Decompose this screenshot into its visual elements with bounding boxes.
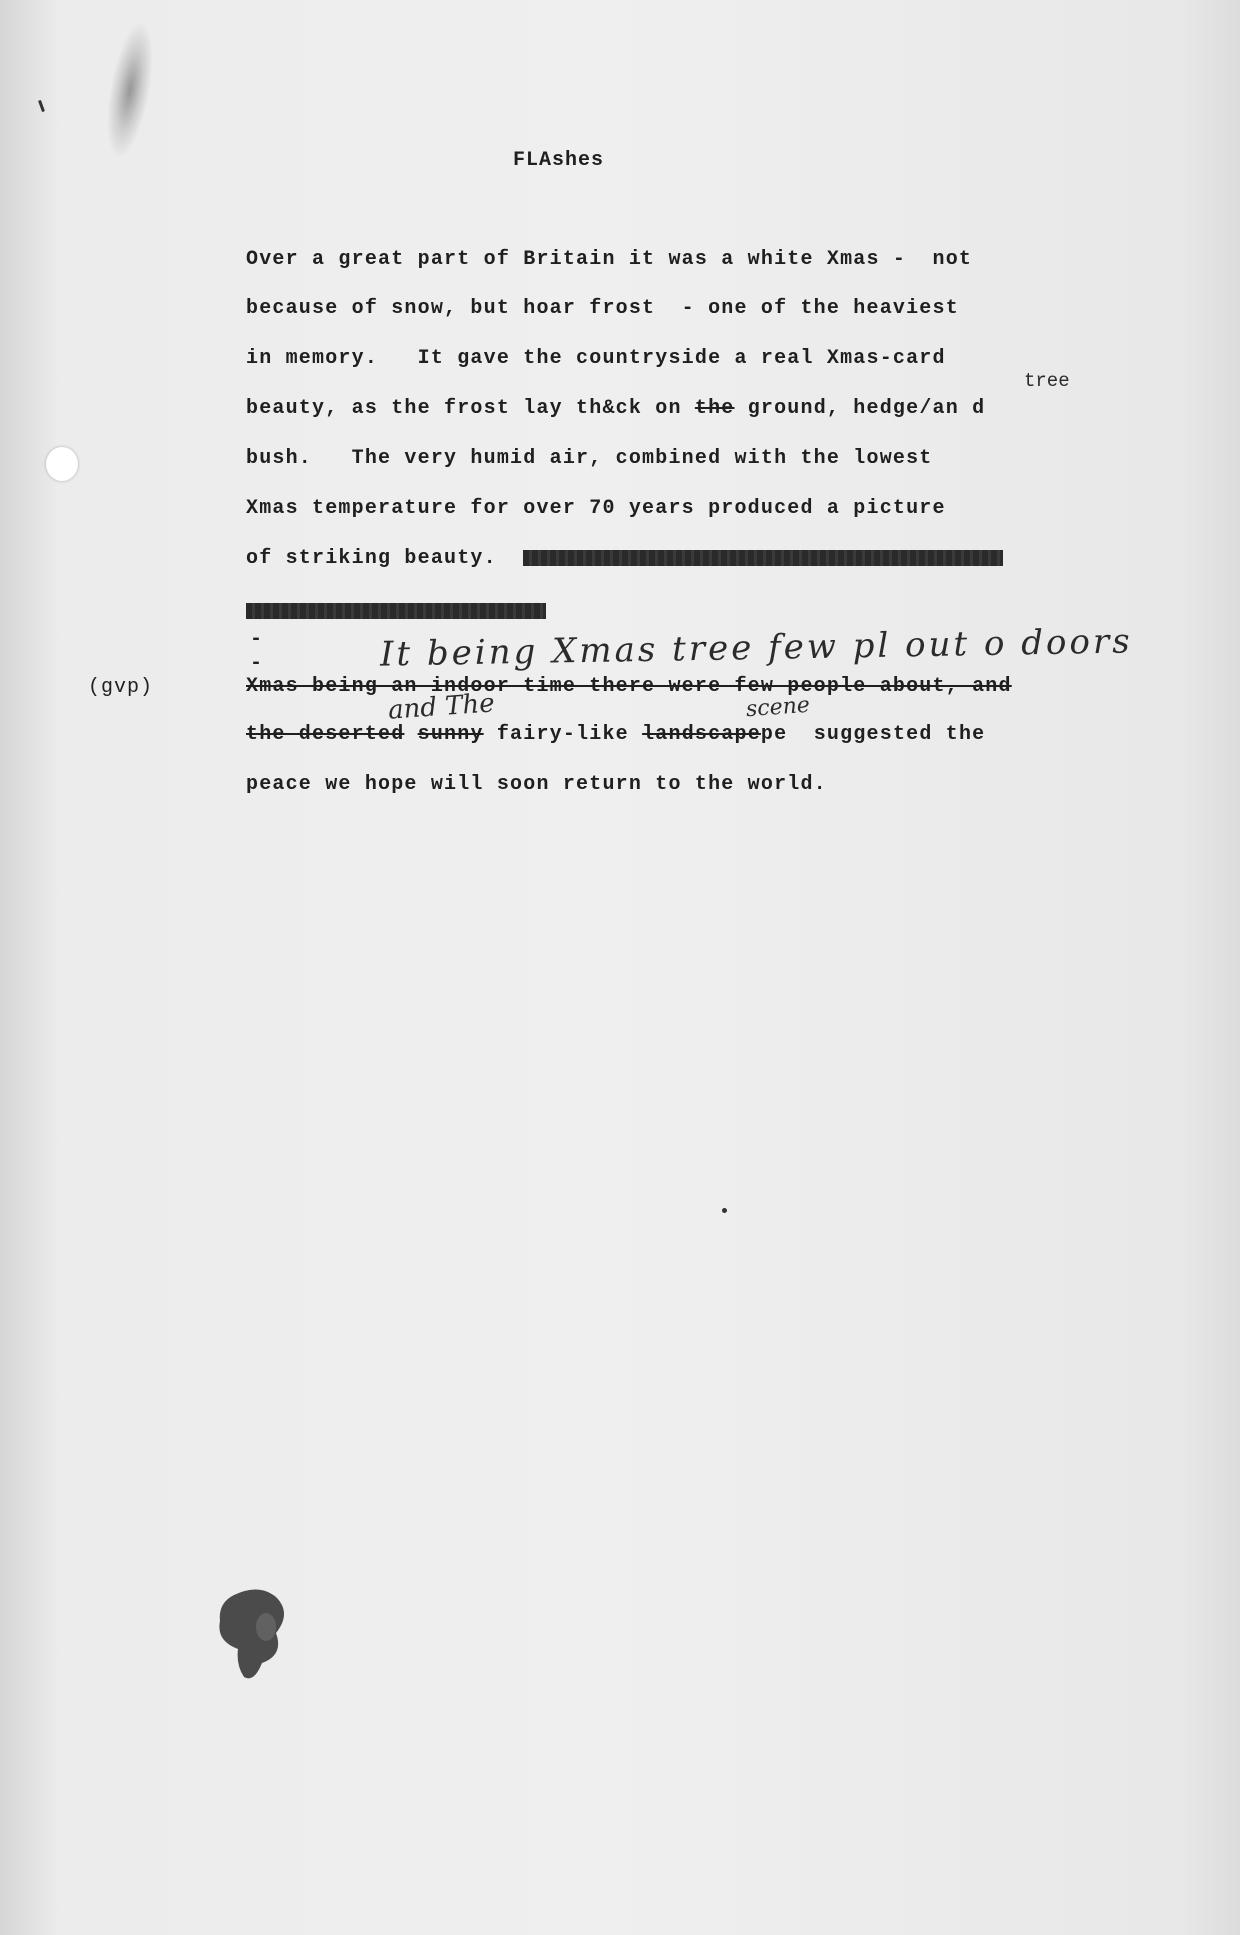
handwritten-insertion: It being Xmas tree few pl out o doors: [379, 621, 1133, 675]
line9-mid: fairy-like: [496, 723, 629, 746]
paragraph-line-10: peace we hope will soon return to the world.: [246, 773, 827, 796]
line4-text: beauty, as the frost lay th&ck on: [246, 397, 682, 420]
struck-line-8: Xmas being an indoor time there were few people about, and: [246, 675, 1012, 698]
paragraph-line-4: [246, 397, 985, 420]
paragraph-line-7: [246, 547, 1003, 570]
line9-end: suggested the: [813, 723, 986, 746]
stray-dot: [722, 1208, 727, 1213]
overstruck-word: the: [694, 397, 735, 420]
ink-blot: [214, 1585, 294, 1685]
paragraph-line-3: in memory. It gave the countryside a real Xmas-card: [246, 347, 946, 370]
ink-smudge: [98, 18, 162, 163]
handwritten-and-the: and The: [387, 688, 496, 726]
insertion-tree: tree: [1024, 370, 1070, 392]
struck-the-deserted: the deserted: [246, 723, 405, 746]
struck-out-text-2: [246, 603, 546, 619]
paragraph-line-1: Over a great part of Britain it was a white Xmas - not: [246, 248, 973, 271]
struck-out-line: [246, 600, 546, 623]
line4-rest: ground, hedge/: [747, 397, 933, 420]
page-title: FLAshes: [513, 149, 605, 172]
line9-overtype: pe: [760, 723, 788, 746]
paragraph-line-5: bush. The very humid air, combined with the lowest: [246, 447, 933, 470]
handwritten-scene: scene: [745, 692, 811, 723]
struck-sunny: sunny: [417, 723, 484, 746]
stray-mark: [38, 100, 45, 112]
line4-overtype: an: [932, 397, 959, 420]
dash-2: -: [250, 652, 263, 675]
margin-note: (gvp): [88, 676, 154, 699]
paragraph-line-2: because of snow, but hoar frost - one of the heaviest: [246, 297, 959, 320]
paragraph-line-6: Xmas temperature for over 70 years produced a picture: [246, 497, 946, 520]
dash-1: -: [250, 628, 263, 651]
punch-hole: [46, 447, 78, 481]
line4-end: d: [972, 397, 986, 420]
struck-landscape: landscape: [642, 723, 761, 746]
line7-text: of striking beauty.: [246, 547, 497, 570]
paragraph-line-9: [246, 723, 985, 746]
struck-out-text: [523, 550, 1003, 566]
